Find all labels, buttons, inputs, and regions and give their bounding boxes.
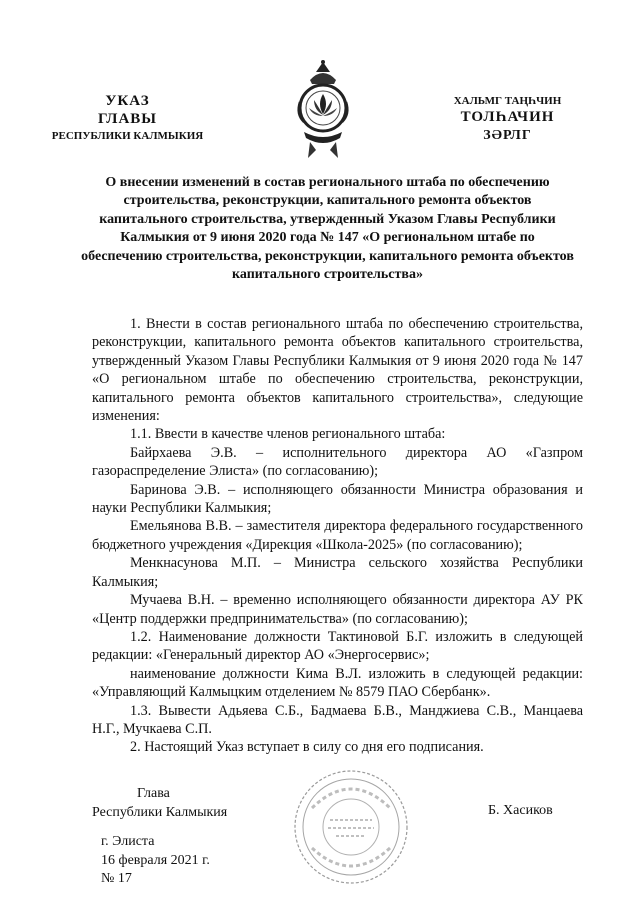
kalmyk-head-label: ТОЛҺАЧИН	[460, 109, 555, 125]
paragraph-1: 1. Внести в состав регионального штаба по обеспечению строительства, реконструкции, капитального ремонта объектов капитального строительства, утвержденный Указом Главы Республики Калмыкия от 9 июня 2020 года № 147 «О региональном штабе по обеспечению строительства, реконструкции, капитального ремонта объектов капитального строительства», следующие изменения:	[92, 316, 583, 425]
paragraph-2: 2. Настоящий Указ вступает в силу со дня его подписания.	[130, 739, 484, 756]
member-barinov: Баринова Э.В. – исполняющего обязанности Министра образования и науки Республики Калмыкия;	[92, 481, 583, 517]
member-emelyanov: Емельянова В.В. – заместителя директора федерального государственного бюджетного учреждения «Дирекция «Школа-2025» (по согласованию);	[92, 518, 583, 553]
member-menknasunov: Менкнасунова М.П. – Министра сельского хозяйства Республики Калмыкия;	[92, 555, 583, 590]
coat-of-arms-icon	[294, 58, 352, 162]
header-right	[420, 94, 595, 145]
paragraph-1-2: 1.2. Наименование должности Тактиновой Б.Г. изложить в следующей редакции: «Генеральный директор АО «Энергосервис»;	[92, 628, 583, 664]
signatory-name: Б. Хасиков	[488, 803, 553, 818]
document-body	[92, 315, 583, 757]
signatory-title-line2: Республики Калмыкия	[92, 804, 228, 820]
document-title: О внесении изменений в состав регионального штаба по обеспечению строительства, реконструкции, капитального ремонта объектов капитального строительства, утвержденный Указом Главы Республики Калмыкия от 9 июня 2020 года № 147 «О региональном штабе по обеспечению строительства, реконструкции, капитального ремонта объектов капитального строительства»	[81, 175, 574, 283]
member-muchaev: Мучаева В.Н. – временно исполняющего обязанности директора АУ РК «Центр поддержки предпринимательства» (по согласованию);	[92, 592, 583, 627]
member-bairkhaev: Байрхаева Э.В. – исполнительного директора АО «Газпром газораспределение Элиста» (по согласованию);	[92, 444, 583, 480]
paragraph-1-3: 1.3. Вывести Адьяева С.Б., Бадмаева Б.В., Манджиева С.В., Манцаева Н.Г., Мучкаева С.П.	[92, 702, 583, 737]
city: г. Элиста	[101, 834, 155, 849]
decree-number: № 17	[101, 871, 132, 886]
republic-label: РЕСПУБЛИКИ КАЛМЫКИЯ	[51, 130, 204, 142]
kalmyk-republic-label: ХАЛЬМГ ТАҢҺЧИН	[453, 95, 562, 107]
header-left	[20, 92, 235, 143]
decree-date: 16 февраля 2021 г.	[101, 852, 210, 868]
official-seal-stamp-icon	[292, 768, 410, 886]
signatory-title-line1: Глава	[137, 786, 170, 801]
head-label: ГЛАВЫ	[97, 111, 158, 127]
paragraph-1-1: 1.1. Ввести в качестве членов регионального штаба:	[130, 426, 446, 443]
place-and-date	[101, 833, 210, 889]
decree-label: УКАЗ	[105, 93, 150, 109]
kalmyk-decree-label: ЗӘРЛГ	[483, 128, 532, 143]
position-kim: наименование должности Кима В.Л. изложить в следующей редакции: «Управляющий Калмыцким отделением № 8579 ПАО Сбербанк».	[92, 665, 583, 701]
signatory-title	[92, 785, 227, 822]
